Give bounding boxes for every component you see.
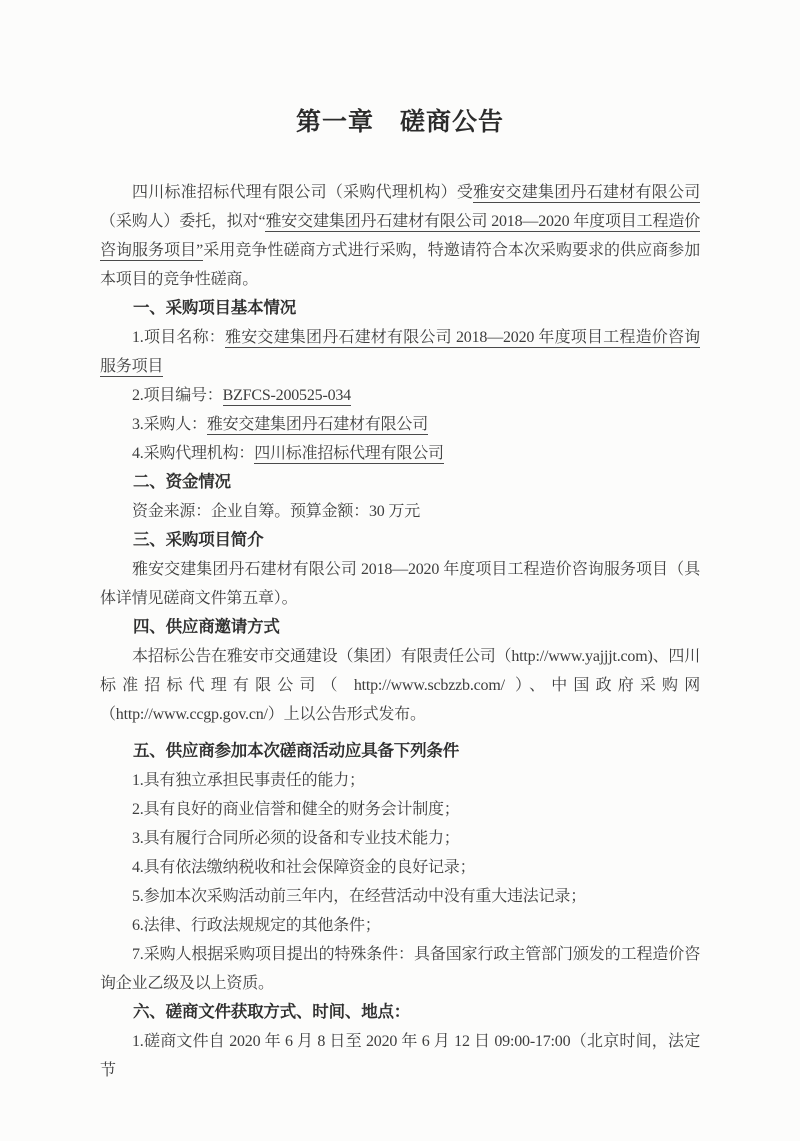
section-3-heading: 三、采购项目简介 (133, 531, 264, 549)
project-name-value: 雅安交建集团丹石建材有限公司 2018—2020 年度项目工程造价咨询服务项目 (100, 329, 700, 375)
condition-item-4: 4.具有依法缴纳税收和社会保障资金的良好记录； (132, 859, 476, 876)
invitation-method-paragraph: 本招标公告在雅安市交通建设（集团）有限责任公司（http://www.yajjjt.com)、四川标准招标代理有限公司（ http://www.scbzzb.com/ ）、中国政府采购网（http://www.ccgp.gov.cn/）上以公告形式发布。 (100, 648, 700, 723)
funding-paragraph: 资金来源：企业自筹。预算金额：30 万元 (132, 503, 421, 520)
condition-item-3: 3.具有履行合同所必须的设备和专业技术能力； (132, 830, 460, 847)
intro-paragraph (100, 178, 700, 294)
project-name-label: 1.项目名称： (132, 329, 225, 346)
project-number-row (100, 381, 700, 410)
project-brief-paragraph: 雅安交建集团丹石建材有限公司 2018—2020 年度项目工程造价咨询服务项目（具体详情见磋商文件第五章）。 (100, 561, 700, 607)
project-number-label: 2.项目编号： (132, 387, 223, 404)
document-availability-paragraph: 1.磋商文件自 2020 年 6 月 8 日至 2020 年 6 月 12 日 09:00-17:00（北京时间，法定节 (100, 1033, 700, 1079)
agency-value: 四川标准招标代理有限公司 (254, 445, 444, 462)
condition-item-1: 1.具有独立承担民事责任的能力； (132, 772, 365, 789)
purchaser-value: 雅安交建集团丹石建材有限公司 (206, 416, 429, 433)
section-6-heading: 六、磋商文件获取方式、时间、地点： (133, 1003, 411, 1021)
project-name-underlined: 雅安交建集团丹石建材有限公司 2018—2020 年度项目工程造价咨询服务项目” (100, 213, 700, 259)
intro-text-3: 采用竞争性磋商方式进行采购，特邀请符合本次采购要求的供应商参加本项目的竞争性磋商。 (100, 242, 700, 288)
agency-label: 4.采购代理机构： (132, 445, 255, 462)
section-4-heading: 四、供应商邀请方式 (133, 618, 280, 636)
condition-item-7: 7.采购人根据采购项目提出的特殊条件：具备国家行政主管部门颁发的工程造价咨询企业乙级及以上资质。 (100, 946, 700, 992)
project-number-value: BZFCS-200525-034 (222, 387, 351, 404)
intro-text-2: （采购人）委托，拟对“ (100, 213, 266, 230)
section-1-heading: 一、采购项目基本情况 (133, 299, 297, 317)
section-5-heading: 五、供应商参加本次磋商活动应具备下列条件 (133, 742, 460, 760)
purchaser-label: 3.采购人： (132, 416, 207, 433)
condition-item-5: 5.参加本次采购活动前三年内，在经营活动中没有重大违法记录； (132, 888, 587, 905)
condition-item-6: 6.法律、行政法规规定的其他条件； (132, 917, 381, 934)
chapter-title: 第一章 磋商公告 (295, 108, 504, 136)
purchaser-name-underlined: 雅安交建集团丹石建材有限公司 (473, 184, 700, 201)
project-name-row (100, 323, 700, 381)
agency-row (100, 439, 700, 468)
intro-text-1: 四川标准招标代理有限公司（采购代理机构）受 (132, 184, 474, 201)
section-2-heading: 二、资金情况 (133, 473, 231, 491)
condition-item-2: 2.具有良好的商业信誉和健全的财务会计制度； (132, 801, 460, 818)
purchaser-row (100, 410, 700, 439)
